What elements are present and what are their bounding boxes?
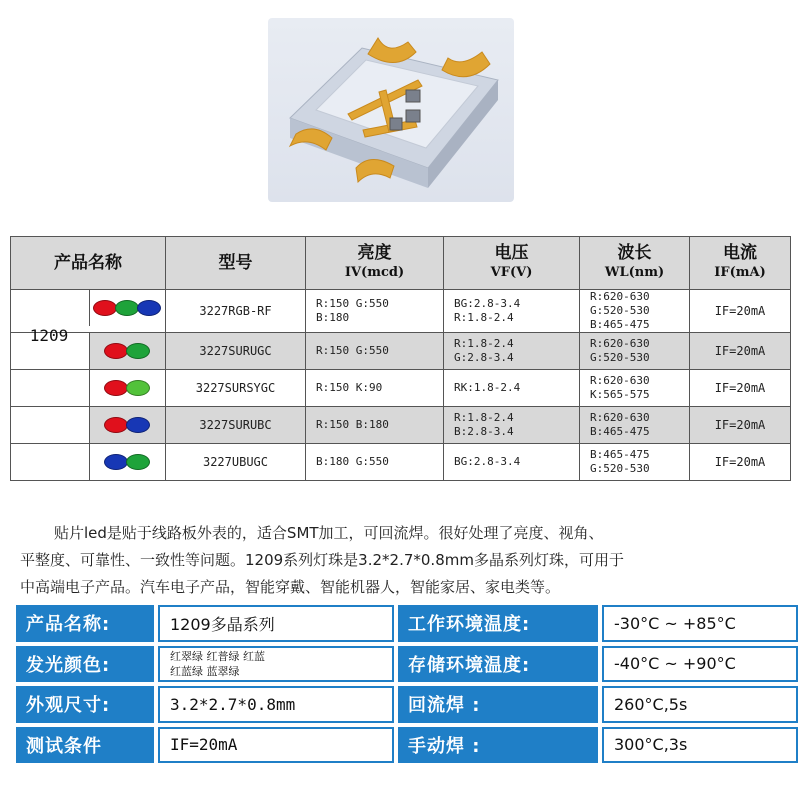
series-spacer	[11, 444, 89, 480]
voltage-cell-line: RK:1.8-2.4	[454, 381, 521, 394]
header-wavelength: 波长 WL(nm)	[580, 237, 690, 290]
current-cell: IF=20mA	[690, 333, 791, 370]
store-temp-value: -40°C ~ +90°C	[602, 646, 798, 683]
wavelength-cell-line: G:520-530	[590, 304, 650, 317]
model-cell: 3227SURUGC	[166, 333, 306, 370]
brightness-cell-line: R:150 G:550	[316, 297, 389, 310]
brightness-cell	[306, 290, 444, 333]
current-cell: IF=20mA	[690, 444, 791, 481]
work-temp-value: -30°C ~ +85°C	[602, 605, 798, 642]
table-row	[11, 407, 791, 444]
name-value: 1209多晶系列	[158, 605, 394, 642]
led-color-dot-icon	[104, 380, 128, 396]
hand-solder-label: 手动焊 :	[398, 727, 598, 764]
voltage-cell-line: R:1.8-2.4	[454, 311, 514, 324]
spec-table-body	[11, 290, 791, 481]
color-dots	[89, 370, 165, 406]
brightness-cell	[306, 444, 444, 481]
description-line-2: 平整度、可靠性、一致性等问题。1209系列灯珠是3.2*2.7*0.8mm多晶系列灯珠，可用于	[20, 551, 624, 569]
product-cell	[11, 370, 166, 407]
color-dots	[89, 333, 165, 369]
model-cell: 3227RGB-RF	[166, 290, 306, 333]
product-cell	[11, 444, 166, 481]
header-model: 型号	[166, 237, 306, 290]
current-cell: IF=20mA	[690, 290, 791, 333]
led-color-dot-icon	[104, 343, 128, 359]
header-product-name: 产品名称	[11, 237, 166, 290]
brightness-cell-line: B:180	[316, 311, 350, 324]
brightness-cell	[306, 333, 444, 370]
wavelength-cell	[580, 407, 690, 444]
series-spacer	[11, 407, 89, 443]
current-cell: IF=20mA	[690, 370, 791, 407]
description-line-1: 贴片led是贴于线路板外表的，适合SMT加工，可回流焊。很好处理了亮度、视角、	[54, 524, 604, 542]
voltage-cell-line: BG:2.8-3.4	[454, 455, 521, 468]
brightness-cell-line: R:150 B:180	[316, 418, 389, 431]
brightness-cell	[306, 407, 444, 444]
model-cell: 3227UBUGC	[166, 444, 306, 481]
led-color-dot-icon	[126, 454, 150, 470]
led-color-dot-icon	[126, 380, 150, 396]
model-cell: 3227SURSYGC	[166, 370, 306, 407]
store-temp-label: 存储环境温度:	[398, 646, 598, 683]
brightness-cell-line: R:150 K:90	[316, 381, 383, 394]
color-value-line-2: 红蓝绿 蓝翠绿	[170, 664, 240, 678]
brightness-cell-line: B:180 G:550	[316, 455, 389, 468]
product-image	[268, 18, 514, 202]
wavelength-cell-line: K:565-575	[590, 388, 650, 401]
test-value: IF=20mA	[158, 727, 394, 764]
product-description	[20, 520, 780, 601]
brightness-cell-line: R:150 G:550	[316, 344, 389, 357]
series-spacer	[11, 370, 89, 406]
work-temp-label: 工作环境温度:	[398, 605, 598, 642]
led-color-dot-icon	[126, 417, 150, 433]
led-color-dot-icon	[137, 300, 161, 316]
info-grid	[16, 605, 786, 763]
table-row	[11, 290, 791, 333]
size-label: 外观尺寸:	[16, 686, 154, 723]
table-row	[11, 370, 791, 407]
wavelength-cell	[580, 290, 690, 333]
header-voltage: 电压 VF(V)	[444, 237, 580, 290]
brightness-cell	[306, 370, 444, 407]
wavelength-cell-line: R:620-630	[590, 411, 650, 424]
wavelength-cell-line: R:620-630	[590, 337, 650, 350]
color-dots	[89, 407, 165, 443]
test-label: 测试条件	[16, 727, 154, 764]
table-row	[11, 444, 791, 481]
current-cell: IF=20mA	[690, 407, 791, 444]
voltage-cell	[444, 444, 580, 481]
model-cell: 3227SURUBC	[166, 407, 306, 444]
voltage-cell	[444, 370, 580, 407]
spec-table	[10, 236, 791, 481]
voltage-cell-line: R:1.8-2.4	[454, 337, 514, 350]
color-dots	[89, 444, 165, 480]
smd-led-chip-icon	[268, 18, 514, 202]
color-value	[158, 646, 394, 683]
wavelength-cell	[580, 444, 690, 481]
header-current: 电流 IF(mA)	[690, 237, 791, 290]
table-header-row	[11, 237, 791, 290]
wavelength-cell-line: B:465-475	[590, 318, 650, 331]
voltage-cell	[444, 290, 580, 333]
voltage-cell-line: BG:2.8-3.4	[454, 297, 521, 310]
led-color-dot-icon	[115, 300, 139, 316]
wavelength-cell-line: R:620-630	[590, 374, 650, 387]
wavelength-cell	[580, 370, 690, 407]
table-row	[11, 333, 791, 370]
wavelength-cell	[580, 333, 690, 370]
voltage-cell-line: B:2.8-3.4	[454, 425, 514, 438]
size-value: 3.2*2.7*0.8mm	[158, 686, 394, 723]
wavelength-cell-line: B:465-475	[590, 448, 650, 461]
color-dots	[89, 290, 165, 326]
color-value-line-1: 红翠绿 红普绿 红蓝	[170, 649, 265, 663]
header-brightness: 亮度 IV(mcd)	[306, 237, 444, 290]
voltage-cell	[444, 407, 580, 444]
reflow-value: 260°C,5s	[602, 686, 798, 723]
hand-solder-value: 300°C,3s	[602, 727, 798, 764]
voltage-cell-line: R:1.8-2.4	[454, 411, 514, 424]
wavelength-cell-line: G:520-530	[590, 462, 650, 475]
wavelength-cell-line: G:520-530	[590, 351, 650, 364]
led-color-dot-icon	[104, 417, 128, 433]
name-label: 产品名称:	[16, 605, 154, 642]
led-color-dot-icon	[126, 343, 150, 359]
reflow-label: 回流焊 :	[398, 686, 598, 723]
wavelength-cell-line: R:620-630	[590, 290, 650, 303]
voltage-cell	[444, 333, 580, 370]
description-line-3: 中高端电子产品。汽车电子产品，智能穿戴、智能机器人，智能家居、家电类等。	[20, 578, 561, 596]
color-label: 发光颜色:	[16, 646, 154, 683]
wavelength-cell-line: B:465-475	[590, 425, 650, 438]
product-cell	[11, 407, 166, 444]
led-color-dot-icon	[104, 454, 128, 470]
led-color-dot-icon	[93, 300, 117, 316]
series-label: 1209	[29, 326, 69, 345]
voltage-cell-line: G:2.8-3.4	[454, 351, 514, 364]
